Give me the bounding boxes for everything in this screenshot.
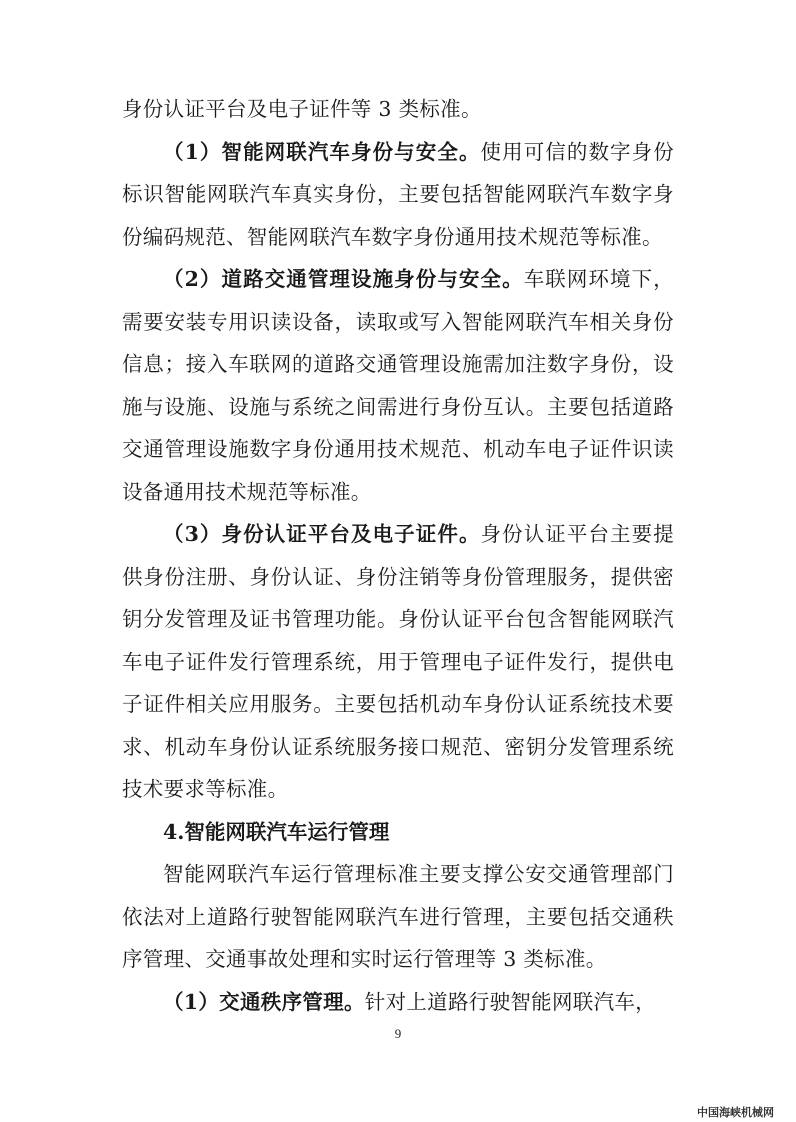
paragraph-facility-identity xyxy=(122,258,674,513)
paragraph-lead: （1）智能网联汽车身份与安全。 xyxy=(163,139,481,164)
paragraph-text: 身份认证平台主要提供身份注册、身份认证、身份注销等身份管理服务，提供密钥分发管理及证书管理功能。身份认证平台包含智能网联汽车电子证件发行管理系统，用于管理电子证件发行，提供电子证件相关应用服务。主要包括机动车身份认证系统技术要求、机动车身份认证系统服务接口规范、密钥分发管理系统技术要求等标准。 xyxy=(122,522,675,801)
paragraph-auth-platform xyxy=(122,513,674,811)
paragraph-text: 身份认证平台及电子证件等 3 类标准。 xyxy=(122,97,482,121)
paragraph-lead: （3）身份认证平台及电子证件。 xyxy=(163,522,481,546)
paragraph-text: 智能网联汽车运行管理标准主要支撑公安交通管理部门依法对上道路行驶智能网联汽车进行管理，主要包括交通秩序管理、交通事故处理和实时运行管理等 3 类标准。 xyxy=(122,862,674,971)
paragraph-text: 使用可信的数字身份标识智能网联汽车真实身份，主要包括智能网联汽车数字身份编码规范、智能网联汽车数字身份通用技术规范等标准。 xyxy=(122,139,675,249)
page-number: 9 xyxy=(394,1026,402,1041)
paragraph-continuation xyxy=(122,88,674,131)
section-heading: 4.智能网联汽车运行管理 xyxy=(163,819,390,844)
paragraph-lead: （1）交通秩序管理。 xyxy=(163,989,365,1014)
watermark-text: 中国海峡机械网 xyxy=(697,1106,774,1119)
document-body xyxy=(122,88,674,1023)
paragraph-lead: （2）道路交通管理设施身份与安全。 xyxy=(163,267,524,291)
paragraph-operation-management xyxy=(122,853,674,981)
paragraph-traffic-order xyxy=(122,981,674,1024)
paragraph-text: 车联网环境下，需要安装专用识读设备，读取或写入智能网联汽车相关身份信息；接入车联网的道路交通管理设施需加注数字身份，设施与设施、设施与系统之间需进行身份互认。主要包括道路交通管理设施数字身份通用技术规范、机动车电子证件识读设备通用技术规范等标准。 xyxy=(122,267,674,504)
paragraph-vehicle-identity xyxy=(122,131,674,259)
paragraph-text: 针对上道路行驶智能网联汽车， xyxy=(364,989,656,1014)
